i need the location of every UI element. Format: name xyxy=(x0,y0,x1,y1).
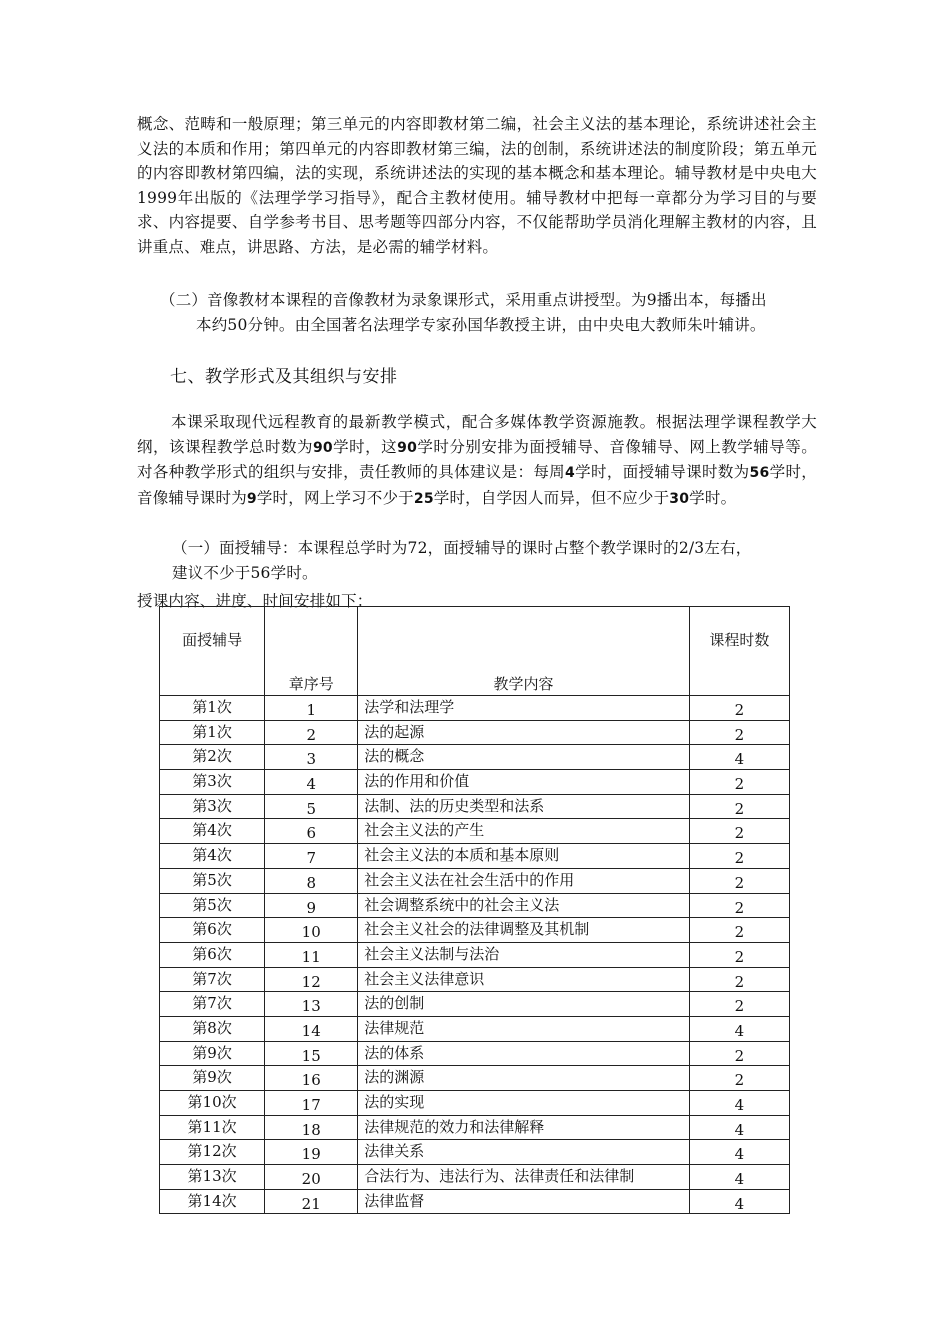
cell-content xyxy=(358,819,690,844)
cell-session-text: 第7次 xyxy=(192,994,232,1013)
cell-session-text: 第4次 xyxy=(192,821,232,840)
table-row xyxy=(160,844,790,869)
cell-content-text: 合法行为、违法行为、法律责任和法律制 xyxy=(364,1167,635,1186)
cell-hours xyxy=(689,893,789,918)
table-row xyxy=(160,819,790,844)
cell-chapter xyxy=(265,794,358,819)
cell-hours-text: 2 xyxy=(734,1046,745,1065)
cell-hours-text: 2 xyxy=(734,972,745,991)
cell-session xyxy=(160,1140,265,1165)
cell-chapter xyxy=(265,844,358,869)
cell-hours xyxy=(689,1066,789,1091)
cell-content-text: 社会调整系统中的社会主义法 xyxy=(364,895,560,914)
header-content: 教学内容 xyxy=(358,607,690,696)
cell-content xyxy=(358,893,690,918)
cell-content-text: 社会主义法在社会生活中的作用 xyxy=(364,870,575,889)
cell-hours-text: 2 xyxy=(734,775,745,794)
cell-hours-text: 2 xyxy=(734,997,745,1016)
cell-session xyxy=(160,918,265,943)
cell-hours-text: 4 xyxy=(734,1194,745,1213)
cell-content xyxy=(358,967,690,992)
cell-content xyxy=(358,1091,690,1116)
cell-hours xyxy=(689,868,789,893)
cell-hours-text: 2 xyxy=(734,849,745,868)
cell-session-text: 第7次 xyxy=(192,969,232,988)
cell-hours-text: 2 xyxy=(734,947,745,966)
cell-chapter xyxy=(265,770,358,795)
cell-hours xyxy=(689,745,789,770)
cell-content-text: 法制、法的历史类型和法系 xyxy=(364,796,545,815)
table-row xyxy=(160,942,790,967)
cell-content-text: 法的创制 xyxy=(364,994,425,1013)
face-to-face-hours: 56 xyxy=(749,465,770,482)
cell-hours-text: 2 xyxy=(734,799,745,818)
cell-hours xyxy=(689,770,789,795)
cell-chapter-text: 1 xyxy=(306,701,316,719)
cell-chapter-text: 21 xyxy=(301,1194,321,1213)
schedule-intro: 授课内容、进度、时间安排如下： xyxy=(137,592,373,610)
cell-hours-text: 4 xyxy=(734,1170,745,1189)
cell-chapter-text: 4 xyxy=(306,775,316,794)
cell-session xyxy=(160,942,265,967)
cell-content-text: 法的概念 xyxy=(364,747,425,766)
cell-session xyxy=(160,1016,265,1041)
total-hours: 90 xyxy=(397,439,418,456)
cell-chapter-text: 2 xyxy=(306,725,316,744)
cell-session xyxy=(160,868,265,893)
cell-session xyxy=(160,770,265,795)
cell-chapter xyxy=(265,1091,358,1116)
cell-hours xyxy=(689,992,789,1017)
cell-content-text: 社会主义法的本质和基本原则 xyxy=(364,846,560,865)
teaching-mode-text: 学时，音像辅导课时为 xyxy=(137,463,817,507)
cell-hours-text: 2 xyxy=(734,701,745,719)
cell-content-text: 法的起源 xyxy=(364,722,425,741)
cell-session xyxy=(160,992,265,1017)
cell-content xyxy=(358,918,690,943)
cell-chapter xyxy=(265,696,358,721)
table-row xyxy=(160,1041,790,1066)
cell-content-text: 社会主义法律意识 xyxy=(364,969,485,988)
cell-hours xyxy=(689,696,789,721)
cell-chapter xyxy=(265,1165,358,1190)
cell-hours xyxy=(689,720,789,745)
table-row xyxy=(160,868,790,893)
face-to-face-line2: 建议不少于56学时。 xyxy=(172,563,318,582)
online-hours: 25 xyxy=(413,490,434,507)
paragraph-av-materials xyxy=(160,288,820,337)
weekly-hours: 4 xyxy=(565,465,575,482)
face-to-face-line1: （一）面授辅导：本课程总学时为72，面授辅导的课时占整个教学课时的2/3左右， xyxy=(172,539,752,557)
cell-chapter-text: 14 xyxy=(301,1021,321,1040)
cell-hours-text: 2 xyxy=(734,725,745,744)
cell-session-text: 第9次 xyxy=(192,1043,232,1062)
teaching-mode-text: 学时，这 xyxy=(332,437,398,456)
cell-hours xyxy=(689,1091,789,1116)
cell-chapter xyxy=(265,992,358,1017)
cell-hours xyxy=(689,794,789,819)
cell-hours-text: 2 xyxy=(734,898,745,917)
cell-content xyxy=(358,1165,690,1190)
cell-hours-text: 4 xyxy=(734,1021,745,1040)
cell-hours xyxy=(689,1115,789,1140)
cell-chapter xyxy=(265,868,358,893)
cell-chapter xyxy=(265,967,358,992)
table-row xyxy=(160,745,790,770)
cell-session-text: 第11次 xyxy=(187,1117,237,1136)
cell-chapter xyxy=(265,745,358,770)
cell-session-text: 第3次 xyxy=(192,772,232,791)
cell-chapter xyxy=(265,942,358,967)
cell-session-text: 第1次 xyxy=(192,698,232,716)
cell-content-text: 社会主义法的产生 xyxy=(364,821,485,840)
cell-chapter-text: 16 xyxy=(301,1071,321,1090)
cell-content-text: 法律关系 xyxy=(364,1142,425,1161)
cell-content-text: 社会主义法制与法治 xyxy=(364,944,500,963)
cell-content xyxy=(358,770,690,795)
cell-session-text: 第6次 xyxy=(192,944,232,963)
cell-chapter-text: 3 xyxy=(306,750,316,769)
table-row xyxy=(160,720,790,745)
cell-hours xyxy=(689,1165,789,1190)
cell-content xyxy=(358,745,690,770)
cell-content xyxy=(358,1140,690,1165)
cell-hours xyxy=(689,1140,789,1165)
cell-chapter-text: 18 xyxy=(301,1120,321,1139)
cell-content-text: 法的作用和价值 xyxy=(364,772,470,791)
cell-session-text: 第12次 xyxy=(187,1142,237,1161)
cell-content xyxy=(358,992,690,1017)
table-row xyxy=(160,893,790,918)
schedule-table xyxy=(159,606,790,1214)
table-row xyxy=(160,992,790,1017)
cell-session xyxy=(160,893,265,918)
header-chapter: 章序号 xyxy=(265,607,358,696)
cell-content xyxy=(358,942,690,967)
cell-chapter-text: 6 xyxy=(306,824,316,843)
cell-chapter-text: 10 xyxy=(301,923,321,942)
cell-content xyxy=(358,1041,690,1066)
cell-content xyxy=(358,868,690,893)
cell-hours xyxy=(689,918,789,943)
teaching-mode-text: 学时分别安排为面授辅导、音像辅导、网上教学辅导等。对各种教学形式的组织与安排，责任教师的具体建议是：每周 xyxy=(137,437,817,482)
cell-session xyxy=(160,844,265,869)
cell-session xyxy=(160,1041,265,1066)
cell-chapter-text: 8 xyxy=(306,873,316,892)
table-row xyxy=(160,1091,790,1116)
cell-chapter xyxy=(265,1041,358,1066)
cell-chapter-text: 15 xyxy=(301,1046,321,1065)
cell-session-text: 第8次 xyxy=(192,1018,232,1037)
header-session: 面授辅导 xyxy=(160,607,265,696)
teaching-mode-text: 本课采取现代远程教育的最新教学模式，配合多媒体教学资源施教。根据法理学课程教学大纲，该课程教学总时数为 xyxy=(137,413,817,456)
total-hours: 90 xyxy=(312,439,333,456)
cell-session-text: 第9次 xyxy=(192,1068,232,1087)
cell-chapter-text: 13 xyxy=(301,997,321,1016)
cell-session xyxy=(160,696,265,721)
cell-session xyxy=(160,1091,265,1116)
header-hours: 课程时数 xyxy=(689,607,789,696)
cell-hours-text: 4 xyxy=(734,1096,745,1114)
cell-session-text: 第14次 xyxy=(187,1191,237,1210)
cell-session xyxy=(160,720,265,745)
cell-hours xyxy=(689,967,789,992)
cell-session xyxy=(160,745,265,770)
cell-content xyxy=(358,844,690,869)
av-hours: 9 xyxy=(246,490,257,507)
table-row xyxy=(160,1165,790,1190)
cell-content xyxy=(358,1016,690,1041)
cell-chapter-text: 9 xyxy=(306,898,316,917)
cell-session xyxy=(160,1066,265,1091)
cell-chapter xyxy=(265,1115,358,1140)
cell-chapter xyxy=(265,1140,358,1165)
av-materials-line1: （二）音像教材本课程的音像教材为录象课形式，采用重点讲授型。为9播出本，每播出 xyxy=(160,291,767,309)
table-row xyxy=(160,1115,790,1140)
cell-chapter xyxy=(265,918,358,943)
cell-content-text: 社会主义社会的法律调整及其机制 xyxy=(364,920,590,939)
teaching-mode-text: 学时，网上学习不少于 xyxy=(256,488,414,507)
cell-hours-text: 4 xyxy=(734,750,745,769)
cell-chapter-text: 7 xyxy=(306,849,316,868)
paragraph-face-to-face xyxy=(172,536,832,585)
cell-content xyxy=(358,1066,690,1091)
self-study-hours: 30 xyxy=(669,490,690,507)
cell-content xyxy=(358,1115,690,1140)
cell-chapter-text: 20 xyxy=(301,1170,321,1189)
cell-session xyxy=(160,1115,265,1140)
cell-content-text: 法的渊源 xyxy=(364,1068,425,1087)
cell-chapter-text: 11 xyxy=(301,947,321,966)
cell-hours xyxy=(689,942,789,967)
cell-session xyxy=(160,967,265,992)
paragraph-textbooks: 概念、范畴和一般原理；第三单元的内容即教材第二编，社会主义法的基本理论，系统讲述社会主义法的本质和作用；第四单元的内容即教材第三编，法的创制，系统讲述法的制度阶段；第五单元的内容即教材第四编，法的实现，系统讲述法的实现的基本概念和基本理论。辅导教材是中央电大1999年出版的《法理学学习指导》，配合主教材使用。辅导教材中把每一章都分为学习目的与要求、内容提要、自学参考书目、思考题等四部分内容，不仅能帮助学员消化理解主教材的内容，且讲重点、难点，讲思路、方法，是必需的辅学材料。 xyxy=(137,115,817,256)
cell-session-text: 第13次 xyxy=(187,1167,237,1186)
cell-chapter xyxy=(265,893,358,918)
table-row xyxy=(160,1140,790,1165)
teaching-mode-text: 学时，面授辅导课时数为 xyxy=(575,463,750,482)
av-materials-line2: 本约50分钟。由全国著名法理学专家孙国华教授主讲，由中央电大教师朱叶辅讲。 xyxy=(196,315,766,334)
cell-content xyxy=(358,720,690,745)
cell-hours xyxy=(689,819,789,844)
table-row xyxy=(160,1189,790,1214)
cell-session xyxy=(160,794,265,819)
teaching-mode-text: 学时，自学因人而异，但不应少于 xyxy=(433,488,670,507)
cell-content-text: 法律规范的效力和法律解释 xyxy=(364,1117,545,1136)
cell-session-text: 第10次 xyxy=(187,1093,237,1111)
cell-chapter xyxy=(265,819,358,844)
cell-hours-text: 2 xyxy=(734,824,745,843)
cell-session xyxy=(160,1189,265,1214)
cell-session-text: 第6次 xyxy=(192,920,232,939)
table-row xyxy=(160,918,790,943)
cell-content xyxy=(358,1189,690,1214)
table-row xyxy=(160,1016,790,1041)
cell-content-text: 法律监督 xyxy=(364,1191,425,1210)
cell-chapter xyxy=(265,1016,358,1041)
table-row xyxy=(160,1066,790,1091)
cell-session-text: 第5次 xyxy=(192,870,232,889)
section-heading: 七、教学形式及其组织与安排 xyxy=(170,367,398,387)
cell-content xyxy=(358,696,690,721)
cell-hours xyxy=(689,844,789,869)
cell-chapter xyxy=(265,1066,358,1091)
table-row xyxy=(160,967,790,992)
cell-content-text: 法的实现 xyxy=(364,1093,425,1111)
cell-hours-text: 2 xyxy=(734,923,745,942)
cell-hours-text: 2 xyxy=(734,1071,745,1090)
cell-chapter xyxy=(265,720,358,745)
cell-hours-text: 2 xyxy=(734,873,745,892)
cell-session-text: 第1次 xyxy=(192,722,232,741)
cell-chapter-text: 5 xyxy=(306,799,316,818)
cell-chapter-text: 12 xyxy=(301,972,321,991)
cell-chapter-text: 19 xyxy=(301,1145,321,1164)
cell-content-text: 法学和法理学 xyxy=(364,698,455,716)
cell-hours xyxy=(689,1016,789,1041)
table-row xyxy=(160,770,790,795)
cell-session xyxy=(160,1165,265,1190)
cell-session xyxy=(160,819,265,844)
cell-hours-text: 4 xyxy=(734,1145,745,1164)
cell-hours xyxy=(689,1189,789,1214)
cell-content xyxy=(358,794,690,819)
cell-session-text: 第5次 xyxy=(192,895,232,914)
cell-content-text: 法律规范 xyxy=(364,1018,425,1037)
table-row xyxy=(160,794,790,819)
cell-chapter xyxy=(265,1189,358,1214)
teaching-mode-text: 学时。 xyxy=(689,488,737,507)
cell-session-text: 第4次 xyxy=(192,846,232,865)
cell-hours xyxy=(689,1041,789,1066)
cell-chapter-text: 17 xyxy=(301,1096,321,1114)
table-row xyxy=(160,696,790,721)
cell-session-text: 第3次 xyxy=(192,796,232,815)
cell-session-text: 第2次 xyxy=(192,747,232,766)
paragraph-teaching-mode xyxy=(137,410,817,511)
cell-hours-text: 4 xyxy=(734,1120,745,1139)
table-header-row xyxy=(160,607,790,696)
cell-content-text: 法的体系 xyxy=(364,1043,425,1062)
